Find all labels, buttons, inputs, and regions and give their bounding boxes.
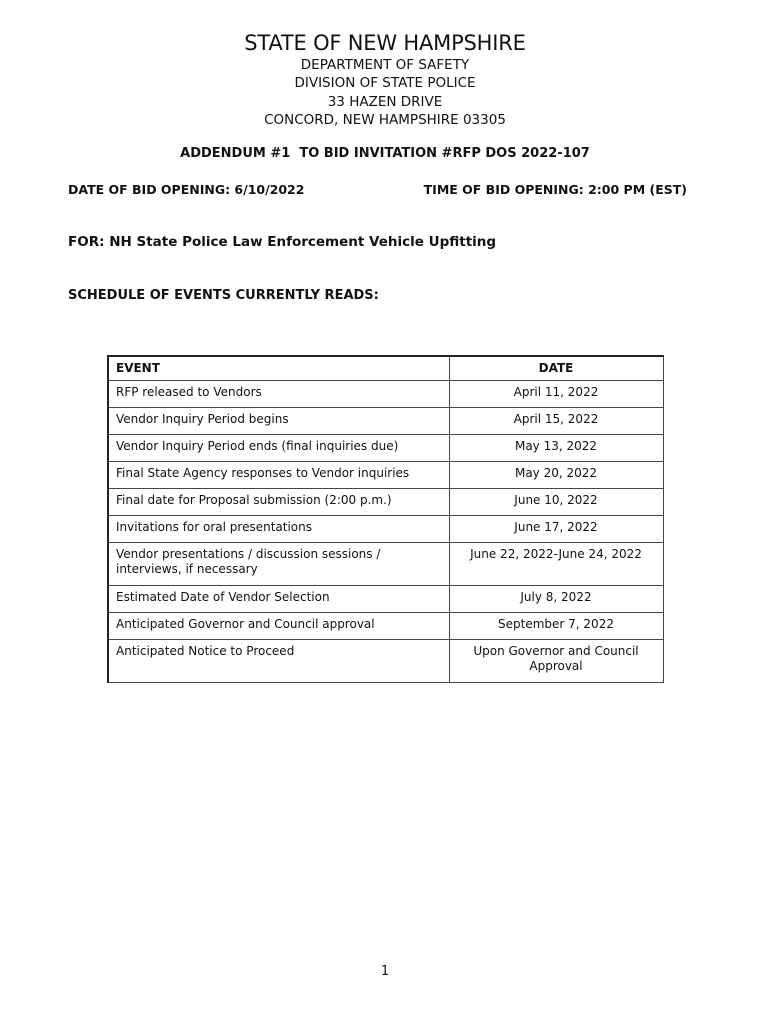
event-column-header: EVENT (108, 356, 449, 381)
table-row (108, 462, 663, 489)
date-cell: June 17, 2022 (449, 516, 663, 543)
event-cell: Vendor Inquiry Period begins (108, 408, 449, 435)
date-cell: Upon Governor and Council Approval (449, 640, 663, 683)
page-number: 1 (380, 964, 390, 979)
schedule-table (107, 355, 664, 683)
event-cell: Anticipated Notice to Proceed (108, 640, 449, 683)
division-line: DIVISION OF STATE POLICE (294, 75, 476, 92)
letterhead (0, 30, 770, 129)
date-cell: June 22, 2022-June 24, 2022 (449, 543, 663, 586)
date-cell: September 7, 2022 (449, 613, 663, 640)
street-address: 33 HAZEN DRIVE (327, 93, 443, 110)
date-cell: April 15, 2022 (449, 408, 663, 435)
state-title: STATE OF NEW HAMPSHIRE (244, 31, 526, 55)
event-cell: Vendor presentations / discussion sessions / interviews, if necessary (108, 543, 449, 586)
event-cell: Anticipated Governor and Council approval (108, 613, 449, 640)
for-line: FOR: NH State Police Law Enforcement Vehicle Upfitting (68, 234, 497, 250)
city-address: CONCORD, NEW HAMPSHIRE 03305 (264, 111, 506, 128)
table-header-row (108, 356, 663, 381)
event-cell: Estimated Date of Vendor Selection (108, 586, 449, 613)
date-cell: July 8, 2022 (449, 586, 663, 613)
date-column-header: DATE (449, 356, 663, 381)
event-cell: Invitations for oral presentations (108, 516, 449, 543)
date-cell: June 10, 2022 (449, 489, 663, 516)
table-row (108, 640, 663, 683)
table-row (108, 543, 663, 586)
event-cell: Final date for Proposal submission (2:00 p.m.) (108, 489, 449, 516)
date-cell: May 20, 2022 (449, 462, 663, 489)
table-row (108, 489, 663, 516)
event-cell: Vendor Inquiry Period ends (final inquiries due) (108, 435, 449, 462)
table-row (108, 516, 663, 543)
date-cell: May 13, 2022 (449, 435, 663, 462)
addendum-title: ADDENDUM #1 TO BID INVITATION #RFP DOS 2022-107 (180, 146, 590, 161)
table-row (108, 435, 663, 462)
schedule-heading: SCHEDULE OF EVENTS CURRENTLY READS: (68, 288, 379, 303)
table-row (108, 586, 663, 613)
table-row (108, 613, 663, 640)
date-cell: April 11, 2022 (449, 381, 663, 408)
department-line: DEPARTMENT OF SAFETY (300, 57, 470, 73)
event-cell: RFP released to Vendors (108, 381, 449, 408)
bid-opening-date: DATE OF BID OPENING: 6/10/2022 (68, 182, 305, 197)
bid-opening-time: TIME OF BID OPENING: 2:00 PM (EST) (423, 182, 687, 197)
event-cell: Final State Agency responses to Vendor inquiries (108, 462, 449, 489)
table-row (108, 381, 663, 408)
table-row (108, 408, 663, 435)
